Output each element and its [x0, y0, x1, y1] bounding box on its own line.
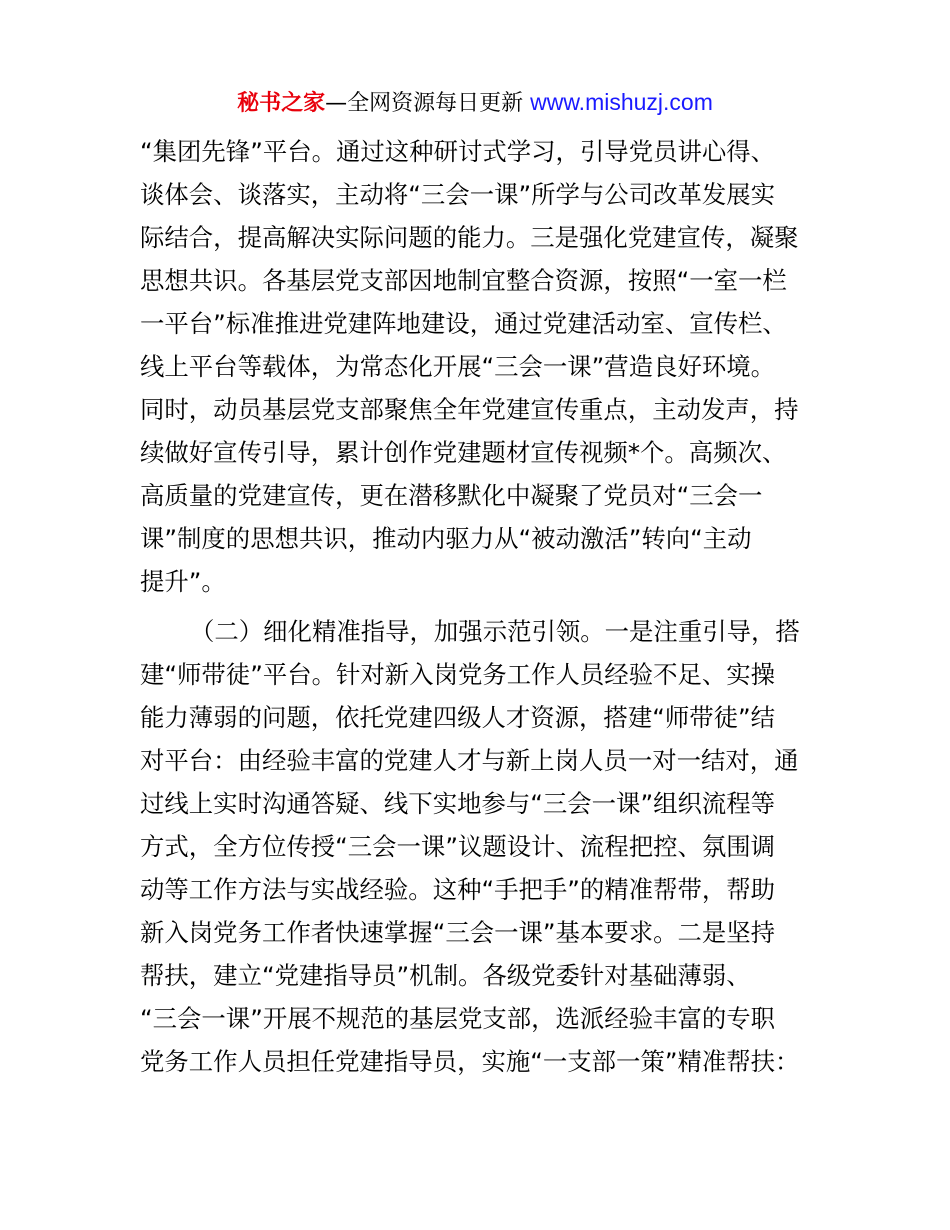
text-line: 线上平台等载体，为常态化开展“三会一课”营造良好环境。 [140, 352, 776, 381]
text-line: 同时，动员基层党支部聚焦全年党建宣传重点，主动发声，持 [140, 395, 799, 424]
text-line: 思想共识。各基层党支部因地制宜整合资源，按照“一室一栏 [140, 266, 787, 295]
text-line: 谈体会、谈落实，主动将“三会一课”所学与公司改革发展实 [140, 180, 776, 209]
text-line: “集团先锋”平台。通过这种研讨式学习，引导党员讲心得、 [140, 137, 776, 166]
text-line: 新入岗党务工作者快速掌握“三会一课”基本要求。二是坚持 [140, 918, 776, 947]
text-line: 高质量的党建宣传，更在潜移默化中凝聚了党员对“三会一 [140, 481, 763, 510]
text-line: 续做好宣传引导，累计创作党建题材宣传视频*个。高频次、 [140, 438, 787, 467]
text-line: 能力薄弱的问题，依托党建四级人才资源，搭建“师带徒”结 [140, 703, 776, 732]
site-header [0, 86, 950, 120]
text-line: 一平台”标准推进党建阵地建设，通过党建活动室、宣传栏、 [140, 309, 787, 338]
text-line: 课”制度的思想共识，推动内驱力从“被动激活”转向“主动 [140, 524, 752, 553]
text-line: 过线上实时沟通答疑、线下实地参与“三会一课”组织流程等 [140, 789, 776, 818]
text-line: 对平台：由经验丰富的党建人才与新上岗人员一对一结对，通 [140, 746, 799, 775]
document-body [140, 130, 840, 1083]
text-line: 党务工作人员担任党建指导员，实施“一支部一策”精准帮扶： [140, 1047, 800, 1076]
text-line: 提升”。 [140, 567, 226, 596]
site-brand: 秘书之家 [237, 91, 326, 116]
site-tagline: —全网资源每日更新 [325, 91, 524, 116]
text-line: 建“师带徒”平台。针对新入岗党务工作人员经验不足、实操 [140, 660, 776, 689]
text-line: 际结合，提高解决实际问题的能力。三是强化党建宣传，凝聚 [140, 223, 799, 252]
section-heading-line: （二）细化精准指导，加强示范引领。一是注重引导，搭 [190, 617, 800, 646]
text-line: 动等工作方法与实战经验。这种“手把手”的精准帮带，帮助 [140, 875, 776, 904]
text-line: “三会一课”开展不规范的基层党支部，选派经验丰富的专职 [140, 1004, 776, 1033]
text-line: 方式，全方位传授“三会一课”议题设计、流程把控、氛围调 [140, 832, 776, 861]
text-line: 帮扶，建立“党建指导员”机制。各级党委针对基础薄弱、 [140, 961, 751, 990]
site-url-link[interactable]: www.mishuzj.com [530, 89, 713, 115]
